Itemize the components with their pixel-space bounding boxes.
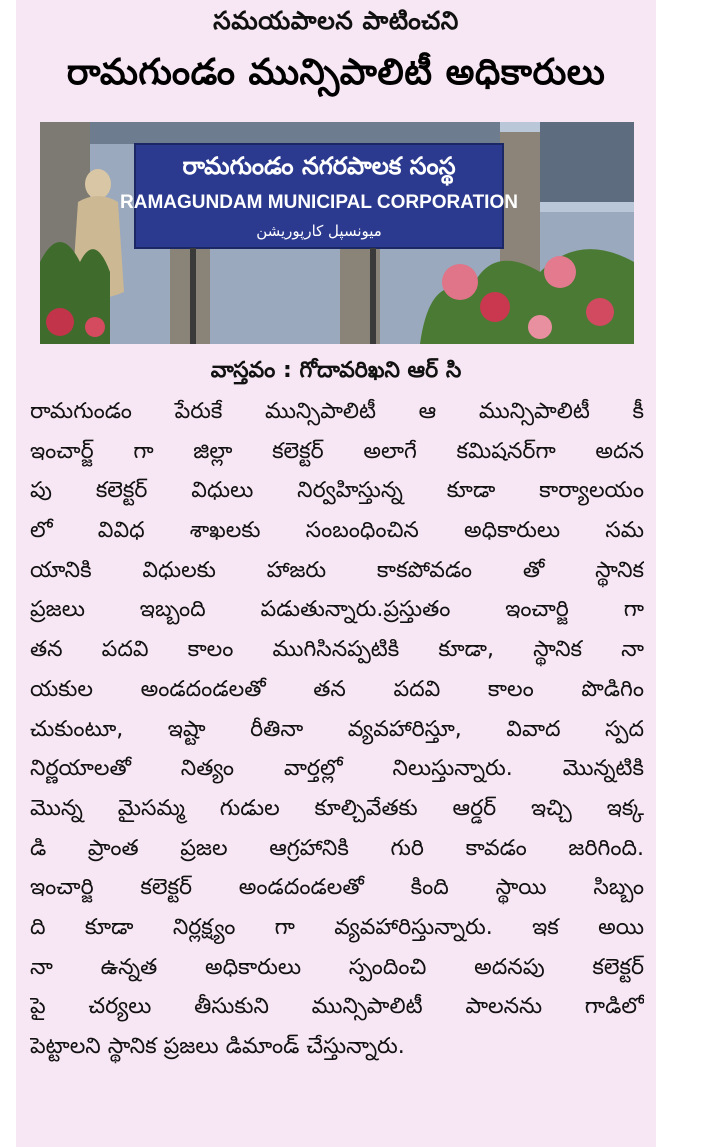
article-headline: రామగుండం మున్సిపాలిటీ అధికారులు: [66, 52, 606, 93]
article-line: చుకుంటూ, ఇష్టా రీతినా వ్యవహారిస్తూ, వివాద స్పద: [30, 716, 644, 742]
article-line: పు కలెక్టర్ విధులు నిర్వహిస్తున్న కూడా కార్యాలయం: [30, 478, 644, 504]
article-line: పెట్టాలని స్థానిక ప్రజలు డిమాండ్ చేస్తున్నారు.: [30, 1034, 405, 1059]
municipal-building-photo: [40, 122, 634, 344]
article-line: ఇంచార్జి కలెక్టర్ అండదండలతో కింది స్థాయి సిబ్బం: [30, 875, 644, 901]
article-line: రామగుండం పేరుకే మున్సిపాలిటీ ఆ మున్సిపాలిటీ కీ: [30, 399, 644, 424]
article-line: యానికి విధులకు హాజరు కాకపోవడం తో స్థానిక: [30, 557, 644, 583]
article-line: లో వివిధ శాఖలకు సంబంధించిన అధికారులు సమ: [30, 518, 644, 544]
article-kicker: సమయపాలన పాటించని: [213, 6, 459, 35]
sign-urdu-text: میونسپل کارپوریشن: [256, 222, 382, 240]
article-line: పై చర్యలు తీసుకుని మున్సిపాలిటీ పాలనను గాడిలో: [30, 994, 644, 1020]
sign-english-text: RAMAGUNDAM MUNICIPAL CORPORATION: [120, 192, 518, 213]
article-line: నా ఉన్నత అధికారులు స్పందించి అదనపు కలెక్టర్: [30, 954, 644, 980]
article-line: తన పదవి కాలం ముగిసినప్పటికి కూడా, స్థానిక నా: [30, 637, 644, 663]
article-line: నిర్ణయాలతో నిత్యం వార్తల్లో నిలుస్తున్నారు. మొన్నటికి: [30, 756, 644, 782]
article-line: ఇంచార్జ్ గా జిల్లా కలెక్టర్ అలాగే కమిషనర్‌గా అదన: [30, 438, 644, 464]
article-body: [30, 392, 644, 1067]
article-line: డి ప్రాంత ప్రజల ఆగ్రహానికి గురి కావడం జరిగింది.: [30, 835, 644, 861]
article-line: యకుల అండదండలతో తన పదవి కాలం పొడిగిం: [30, 676, 644, 702]
sign-telugu-text: రామగుండం నగరపాలక సంస్థ: [182, 152, 456, 180]
news-clipping: [16, 0, 656, 1147]
article-line: ప్రజలు ఇబ్బంది పడుతున్నారు.ప్రస్తుతం ఇంచార్జి గా: [30, 597, 644, 623]
article-line: మొన్న మైసమ్మ గుడుల కూల్చివేతకు ఆర్డర్ ఇచ్చి ఇక్క: [30, 795, 644, 821]
article-line: ది కూడా నిర్లక్ష్యం గా వ్యవహారిస్తున్నారు. ఇక అయి: [30, 914, 644, 940]
article-photo: [40, 122, 634, 344]
article-byline: వాస్తవం : గోదావరిఖని ఆర్ సి: [210, 358, 462, 383]
